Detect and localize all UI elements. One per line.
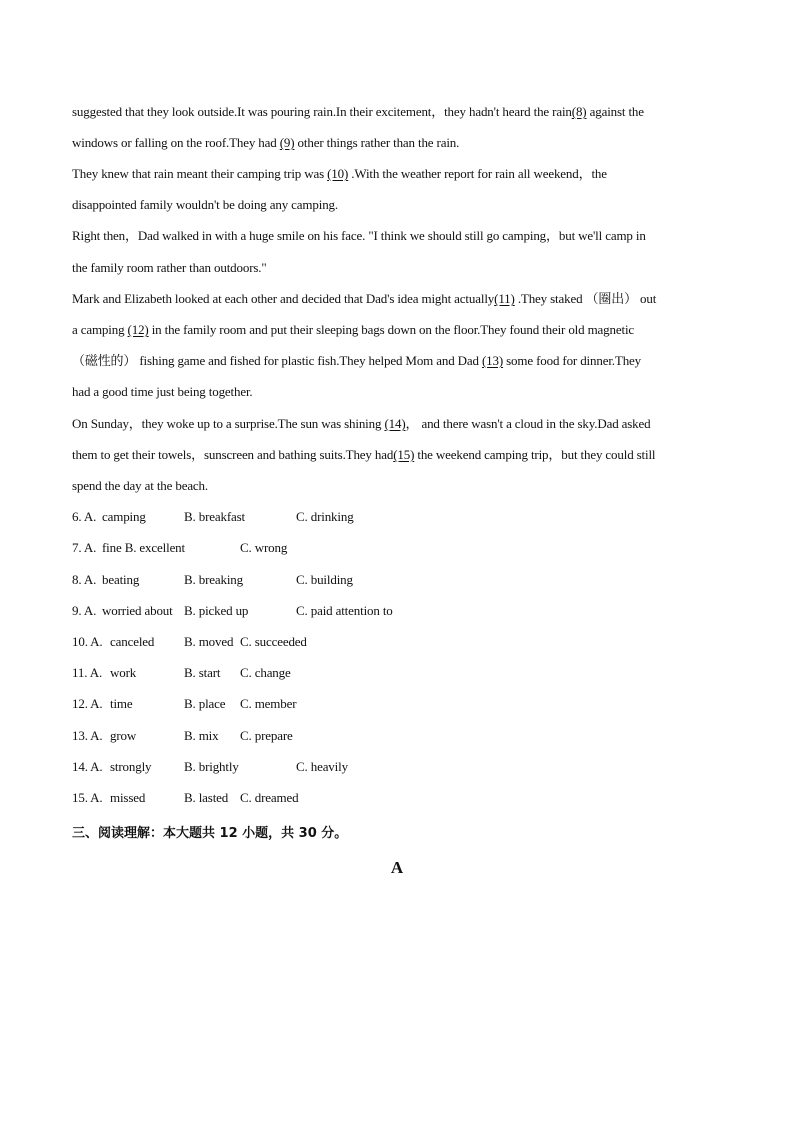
option-a: beating <box>102 572 140 587</box>
question-number: 9. A. <box>72 603 97 618</box>
passage-text: spend the day at the beach. <box>72 478 209 493</box>
option-b: B. start <box>184 665 221 680</box>
option-b: B. lasted <box>184 790 229 805</box>
question-number: 13. A. <box>72 728 103 743</box>
passage-text: in the family room and put their sleeping bags down on the floor.They found their old magnetic <box>148 322 635 337</box>
passage-text: Mark and Elizabeth looked at each other and decided that Dad's idea might actually <box>72 291 495 306</box>
passage-line <box>72 197 338 213</box>
option-a: camping <box>102 509 146 524</box>
passage-text: They knew that rain meant their camping trip was <box>72 166 328 181</box>
option-a: work <box>110 665 137 680</box>
passage-line <box>72 353 641 369</box>
blank-marker: (13) <box>481 353 504 368</box>
option-a: strongly <box>110 759 152 774</box>
passage-line <box>72 166 607 182</box>
question-number: 10. A. <box>72 634 103 649</box>
passage-line <box>72 416 651 432</box>
passage-text: a camping <box>72 322 128 337</box>
option-c: C. paid attention to <box>296 603 393 618</box>
blank-marker: (12) <box>127 322 149 337</box>
option-b: B. place <box>184 696 226 711</box>
passage-line <box>72 104 644 120</box>
question-number: 14. A. <box>72 759 103 774</box>
section-title: 三、阅读理解：本大题共 12 小题，共 30 分。 <box>72 826 348 841</box>
option-c: C. heavily <box>296 759 348 774</box>
option-b: B. moved <box>184 634 234 649</box>
option-c: C. change <box>240 665 291 680</box>
option-c: C. drinking <box>296 509 354 524</box>
option-b: B. mix <box>184 728 219 743</box>
passage-text: disappointed family wouldn't be doing any camping. <box>72 197 338 212</box>
option-b: B. picked up <box>184 603 249 618</box>
passage-line <box>72 447 655 463</box>
option-b: B. brightly <box>184 759 239 774</box>
passage-text: windows or falling on the roof.They had <box>72 135 280 150</box>
blank-marker: (10) <box>327 166 349 181</box>
question-number: 12. A. <box>72 696 103 711</box>
passage-text: them to get their towels，sunscreen and bathing suits.They had <box>72 447 394 462</box>
passage-line <box>72 260 267 276</box>
question-number: 8. A. <box>72 572 97 587</box>
option-c: C. wrong <box>240 540 288 555</box>
passage-text: Right then，Dad walked in with a huge smile on his face. "I think we should still go camping，but we'll camp in <box>72 228 646 243</box>
option-a: fine B. excellent <box>102 540 185 555</box>
passage-text: the family room rather than outdoors." <box>72 260 267 275</box>
option-b: B. breakfast <box>184 509 246 524</box>
option-a: canceled <box>110 634 155 649</box>
passage-text: .With the weather report for rain all weekend，the <box>348 166 607 181</box>
passage-line <box>72 291 656 307</box>
passage-text: On Sunday，they woke up to a surprise.The sun was shining <box>72 416 385 431</box>
option-a: missed <box>110 790 146 805</box>
option-a: grow <box>110 728 137 743</box>
passage-line <box>72 135 459 151</box>
passage-text: suggested that they look outside.It was pouring rain.In their excitement，they hadn't heard the rain <box>72 104 572 119</box>
option-c: C. succeeded <box>240 634 307 649</box>
blank-marker: (9) <box>279 135 295 150</box>
option-c: C. prepare <box>240 728 293 743</box>
question-number: 6. A. <box>72 509 97 524</box>
question-number: 7. A. <box>72 540 97 555</box>
option-c: C. building <box>296 572 353 587</box>
option-b: B. breaking <box>184 572 244 587</box>
passage-line <box>72 384 253 400</box>
question-number: 11. A. <box>72 665 103 680</box>
blank-marker: (11) <box>494 291 515 306</box>
passage-text: had a good time just being together. <box>72 384 253 399</box>
passage-text: some food for dinner.They <box>503 353 642 368</box>
passage-line <box>72 228 646 244</box>
option-a: time <box>110 696 133 711</box>
option-a: worried about <box>102 603 173 618</box>
question-number: 15. A. <box>72 790 103 805</box>
blank-marker: (15) <box>393 447 415 462</box>
blank-marker: (8) <box>571 104 587 119</box>
passage-text: against the <box>586 104 644 119</box>
option-c: C. dreamed <box>240 790 299 805</box>
passage-line <box>72 322 634 338</box>
passage-text: .They staked （圈出） out <box>514 291 657 306</box>
passage-text: （磁性的） fishing game and fished for plastic fish.They helped Mom and Dad <box>72 353 482 368</box>
passage-text: other things rather than the rain. <box>294 135 460 150</box>
passage-text: the weekend camping trip，but they could still <box>414 447 656 462</box>
option-c: C. member <box>240 696 297 711</box>
blank-marker: (14) <box>384 416 406 431</box>
passage-line <box>72 478 208 494</box>
article-heading: A <box>390 858 404 877</box>
passage-text: ， and there wasn't a cloud in the sky.Dad asked <box>405 416 651 431</box>
